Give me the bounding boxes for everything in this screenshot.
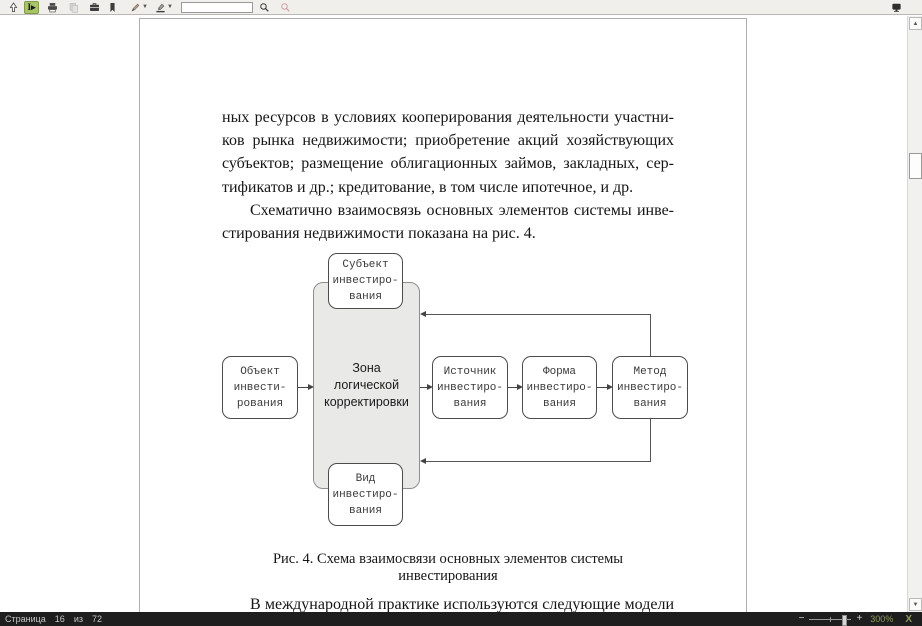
chevron-down-icon: ▼ [167,4,173,10]
scroll-down-button[interactable] [909,598,922,611]
zone-line: Зона [352,361,381,375]
diagram-box-method [612,356,688,419]
diagram-box-subject [328,253,403,309]
arrow-down-icon: ▼ [912,601,919,608]
arrow-object-to-zone [298,384,314,391]
briefcase-icon [89,2,100,13]
box-line: Метод [633,365,667,378]
copy-icon [68,2,79,13]
highlighter-button[interactable] [153,1,175,14]
bookmark-button[interactable] [105,1,120,14]
box-line: инвестиро- [332,275,399,287]
search-input[interactable] [181,2,253,13]
text-line: Схематично взаимосвязь основных элементов системы инве- [250,201,674,219]
library-button[interactable] [87,1,102,14]
zoom-out-button[interactable]: − [798,613,805,624]
copy-button[interactable] [66,1,81,14]
vertical-scrollbar[interactable] [907,16,922,612]
zoom-in-button[interactable]: + [856,613,863,624]
toolbar [0,0,922,15]
zoom-controls [799,614,916,625]
page-of-label: из [73,614,83,624]
page-indicator [5,614,111,624]
diagram-box-type [328,463,403,526]
print-icon [47,2,58,13]
box-line: вания [348,504,382,517]
pan-tool-button[interactable] [6,1,21,14]
box-line: инвестиро- [526,381,593,394]
search-next-button[interactable] [278,1,293,14]
page-current[interactable]: 16 [54,614,65,624]
box-line: Форма [542,365,576,378]
zoom-slider-thumb[interactable] [842,615,847,626]
figure-caption: Рис. 4. Схема взаимосвязи основных элементов системы инвестирования [272,551,624,584]
pen-icon [130,2,141,13]
arrow-zone-to-source [420,384,433,391]
diagram-box-form [522,356,597,419]
box-line: инвестиро- [616,381,683,394]
box-line: вания [633,397,667,410]
zone-line: логической [333,378,400,392]
zoom-slider[interactable] [809,619,851,620]
arrow-source-to-form [508,384,523,391]
search-button[interactable] [257,1,272,14]
feedback-arrow-bottom [420,458,651,465]
status-bar [0,612,922,626]
text-line: В международной практике используются следующие модели [250,596,674,612]
scrollbar-thumb[interactable] [909,153,922,179]
box-line: Вид [355,472,376,485]
highlighter-icon [155,2,166,13]
box-line: инвестиро- [436,381,503,394]
box-line: Источник [443,365,497,378]
text-select-icon: I▸ [27,1,36,12]
page-total: 72 [91,614,102,624]
document-page [139,18,747,612]
print-button[interactable] [45,1,60,14]
presentation-icon [891,2,902,13]
search-next-icon [280,2,291,13]
diagram-zone-logic-correction [313,282,420,489]
feedback-arrow-top [420,311,651,318]
chevron-down-icon: ▼ [142,4,148,10]
box-line: вания [453,397,487,410]
text-line: ков рынка недвижимости; приобретение акций хозяйствующих [222,132,674,150]
box-line: вания [542,397,576,410]
page-label: Страница [5,614,46,624]
document-view-area [0,16,922,612]
scroll-up-button[interactable] [909,17,922,30]
page-text-block [222,106,674,245]
text-line: субъектов; размещение облигационных займов, закладных, сер- [222,155,674,173]
diagram-box-object [222,356,298,419]
box-line: Объект [240,365,280,378]
diagram-box-source [432,356,508,419]
box-line: Субъект [342,259,389,271]
presentation-mode-button[interactable] [889,1,904,14]
zoom-level-value[interactable]: 300% [870,614,894,624]
box-line: вания [348,291,382,303]
box-line: инвести- [233,381,287,394]
box-line: рования [236,397,284,410]
text-line: тификатов и др.; кредитование, в том числе ипотечное, и др. [222,178,634,196]
text-line: ных ресурсов в условиях кооперирования деятельности участни- [222,109,674,126]
arrow-up-icon: ▲ [912,20,919,27]
text-line: стирования недвижимости показана на рис. 4. [222,225,536,243]
zone-line: корректировки [324,395,409,409]
cursor-arrow-icon [8,2,19,13]
arrow-form-to-method [597,384,613,391]
text-select-tool-button[interactable] [24,1,39,14]
pen-annotation-button[interactable] [128,1,150,14]
box-line: инвестиро- [332,488,399,501]
search-icon [259,2,270,13]
close-button[interactable]: X [905,613,912,625]
bookmark-icon [107,2,118,13]
